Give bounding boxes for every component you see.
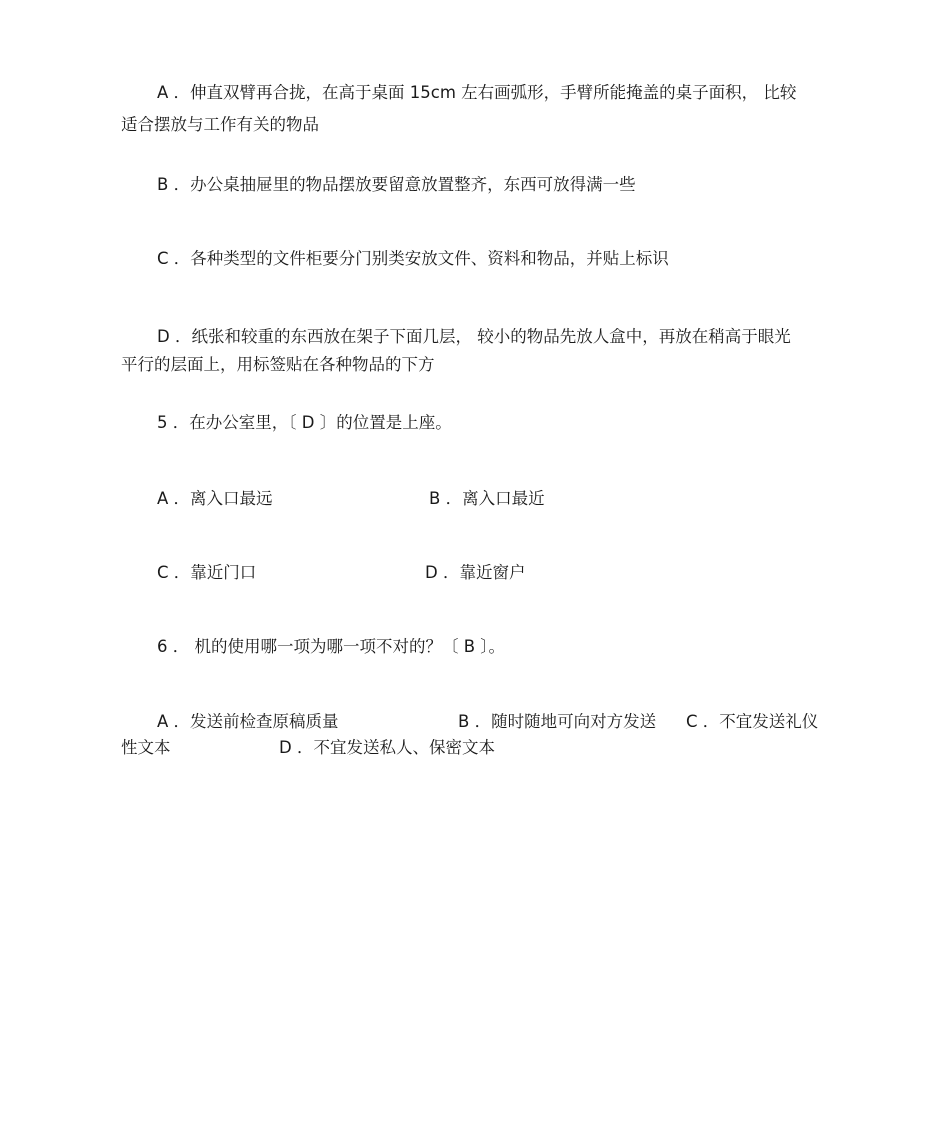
q4-option-d-line1: D ．纸张和较重的东西放在架子下面几层， 较小的物品先放人盒中，再放在稍高于眼光 bbox=[157, 327, 791, 346]
q5-option-b: B ．离入口最近 bbox=[429, 489, 545, 508]
q4-option-a-line2: 适合摆放与工作有关的物品 bbox=[121, 115, 319, 134]
q4-option-a-line1: A ．伸直双臂再合拢，在高于桌面 15cm 左右画弧形，手臂所能掩盖的桌子面积， 比较 bbox=[157, 83, 797, 102]
q5-option-a: A ．离入口最远 bbox=[157, 489, 273, 508]
q6-option-c-part2: 性文本 bbox=[121, 738, 171, 757]
q5-option-d: D ．靠近窗户 bbox=[425, 563, 526, 582]
q5-question: 5 ．在办公室里，〔 D 〕的位置是上座。 bbox=[157, 413, 452, 432]
q6-option-b: B ．随时随地可向对方发送 bbox=[458, 712, 657, 731]
q6-option-c-part1: C ．不宜发送礼仪 bbox=[686, 712, 819, 731]
q6-option-d: D ．不宜发送私人、保密文本 bbox=[279, 738, 495, 757]
q5-option-c: C ．靠近门口 bbox=[157, 563, 257, 582]
q6-option-a: A ．发送前检查原稿质量 bbox=[157, 712, 339, 731]
q4-option-d-line2: 平行的层面上，用标签贴在各种物品的下方 bbox=[121, 355, 435, 374]
q4-option-b: B ．办公桌抽屉里的物品摆放要留意放置整齐，东西可放得满一些 bbox=[157, 175, 636, 194]
q6-question: 6 ． 机的使用哪一项为哪一项不对的？〔 B 〕。 bbox=[157, 637, 506, 656]
q4-option-c: C ．各种类型的文件柜要分门别类安放文件、资料和物品，并贴上标识 bbox=[157, 249, 669, 268]
